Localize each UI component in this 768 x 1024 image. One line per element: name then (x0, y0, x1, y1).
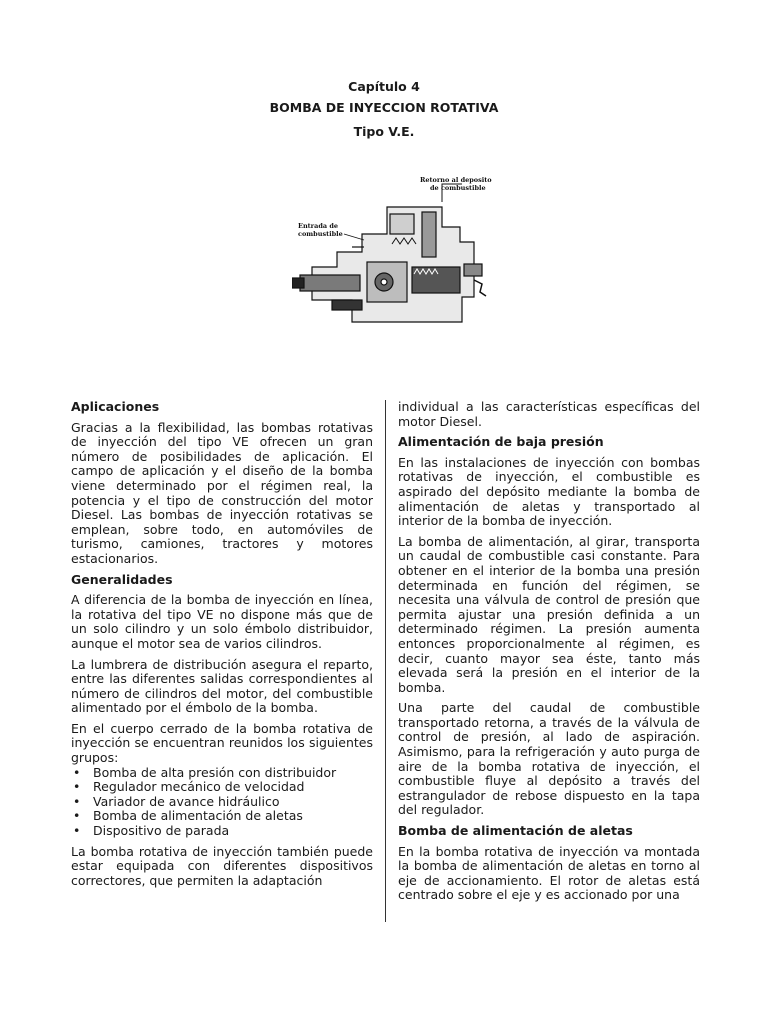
paragraph: A diferencia de la bomba de inyección en línea, la rotativa del tipo VE no dispone más que de un solo cilindro y un solo émbolo distribuidor, aunque el motor sea de varios cilindros. (71, 592, 373, 651)
section-heading-aplicaciones: Aplicaciones (71, 399, 160, 414)
column-divider (385, 400, 386, 922)
page-title: BOMBA DE INYECCION ROTATIVA (269, 100, 499, 115)
paragraph: En el cuerpo cerrado de la bomba rotativa de inyección se encuentran reunidos los siguientes grupos: (71, 720, 373, 766)
list-item: • Bomba de alimentación de aletas (71, 809, 373, 824)
component-list (71, 766, 373, 839)
paragraph: En la bomba rotativa de inyección va montada la bomba de alimentación de aletas en torno al eje de accionamiento. El rotor de aletas está centrado sobre el eje y es accionado por una (398, 843, 700, 903)
paragraph: La bomba rotativa de inyección también puede estar equipada con diferentes dispositivos correctores, que permiten la adaptación (71, 843, 373, 888)
left-column (71, 400, 373, 894)
right-column (398, 400, 700, 909)
paragraph: individual a las características específicas del motor Diesel. (398, 399, 700, 429)
figure-label-return-2: de combustible (430, 184, 486, 192)
paragraph: Gracias a la flexibilidad, las bombas rotativas de inyección del tipo VE ofrecen un gran número de posibilidades de aplicación. El campo de aplicación y el diseño de la bomba viene determinado por el régimen real, la potencia y el tipo de construcción del motor Diesel. Las bombas de inyección rotativas se emplean, sobre todo, en automóviles de turismo, camiones, tractores y motores estacionarios. (71, 419, 373, 566)
paragraph: En las instalaciones de inyección con bombas rotativas de inyección, el combustible es aspirado del depósito mediante la bomba de alimentación de aletas y transportado al interior de la bomba de inyección. (398, 454, 700, 529)
section-heading-baja-presion: Alimentación de baja presión (398, 434, 604, 450)
paragraph: La bomba de alimentación, al girar, transporta un caudal de combustible casi constante. Para obtener en el interior de la bomba una presión determinada en función del régimen, se necesita una válvula de control de presión que permita ajustar una presión definida a un determinado régimen. La presión aumenta entonces proporcionalmente al régimen, es decir, cuanto mayor sea éste, tanto más elevada será la presión en el interior de la bomba. (398, 533, 700, 695)
list-item: • Regulador mecánico de velocidad (71, 780, 373, 795)
figure-label-inlet-2: combustible (298, 230, 343, 238)
section-heading-generalidades: Generalidades (71, 571, 173, 587)
list-item: • Dispositivo de parada (71, 824, 373, 839)
pump-drawing (292, 184, 486, 322)
list-item: • Bomba de alta presión con distribuidor (71, 766, 373, 781)
page-subtitle: Tipo V.E. (353, 124, 415, 139)
paragraph: Una parte del caudal de combustible transportado retorna, a través de la válvula de control de presión, al lado de aspiración. Asimismo, para la refrigeración y auto purga de aire de la bomba rotativa de inyección, el combustible fluye al depósito a través del estrangulador de rebose dispuesto en la tapa del regulador. (398, 700, 700, 818)
section-heading-aletas: Bomba de alimentación de aletas (398, 823, 633, 839)
chapter-heading: Capítulo 4 (348, 79, 420, 94)
pump-diagram (292, 172, 492, 342)
paragraph: La lumbrera de distribución asegura el reparto, entre las diferentes salidas correspondientes al número de cilindros del motor, del combustible alimentado por el émbolo de la bomba. (71, 656, 373, 716)
figure-label-return: Retorno al deposito (420, 176, 492, 184)
list-item: • Variador de avance hidráulico (71, 795, 373, 810)
figure-label-inlet: Entrada de (298, 222, 339, 230)
